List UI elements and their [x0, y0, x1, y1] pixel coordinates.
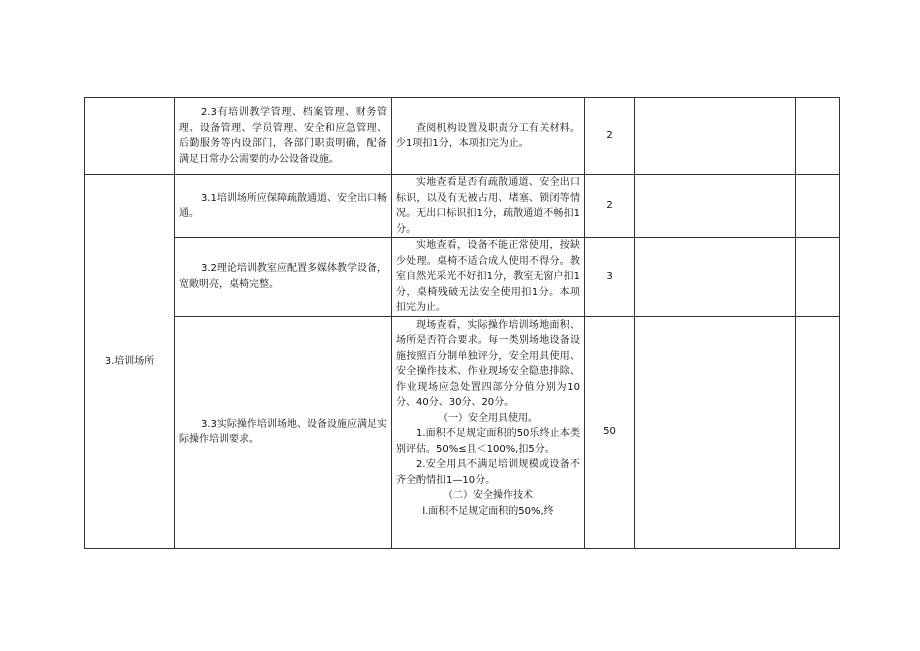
table-row: [85, 316, 840, 548]
table-row: [85, 175, 840, 238]
method-cell: [392, 175, 585, 238]
category-cell-empty: [85, 98, 175, 175]
standard-cell: 3.2理论培训教室应配置多媒体教学设备，宽敞明亮，桌椅完整。: [175, 238, 392, 317]
method-cell: [392, 316, 585, 548]
method-text: 查阅机构设置及职责分工有关材料。少1项扣1分，本项扣完为止。: [396, 122, 580, 149]
empty-cell: [635, 175, 796, 238]
score-cell: 2: [585, 98, 635, 175]
method-line: 2.安全用具不满足培训规模或设备不齐全酌情扣1—10分。: [396, 459, 580, 486]
empty-cell: [796, 238, 840, 317]
empty-cell: [796, 316, 840, 548]
empty-cell: [796, 175, 840, 238]
score-cell: 50: [585, 316, 635, 548]
standard-cell: 3.3实际操作培训场地、设备设施应满足实际操作培训要求。: [175, 316, 392, 548]
category-cell: 3.培训场所: [85, 175, 175, 549]
method-line: （二）安全操作技术: [443, 490, 533, 501]
method-line: （一）安全用具使用。: [438, 412, 538, 424]
method-cell: [392, 98, 585, 175]
standard-cell: 3.1培训场所应保障疏散通道、安全出口畅通。: [175, 175, 392, 238]
method-cell: [392, 238, 585, 317]
table-row: [85, 238, 840, 317]
method-text: 实地查看，设备不能正常使用，按缺少处理。桌椅不适合成人使用不得分。教室自然光采光不好扣1分，教室无窗户扣1分，桌椅残破无法安全使用扣1分。本项扣完为止。: [396, 240, 580, 313]
method-line: 1.面积不足规定面积的50乐终止本类别评估。50%≤且＜100%,扣5分。: [396, 428, 580, 455]
evaluation-table: [84, 97, 840, 549]
empty-cell: [635, 238, 796, 317]
empty-cell: [635, 98, 796, 175]
score-cell: 3: [585, 238, 635, 317]
standard-cell: 2.3有培训教学管理、档案管理、财务管理、设备管理、学员管理、安全和应急管理、后勤服务等内设部门，各部门职责明确，配备满足日常办公需要的办公设备设施。: [175, 98, 392, 175]
table-row: [85, 98, 840, 175]
empty-cell: [796, 98, 840, 175]
method-line: 现场查看，实际操作培训场地面积、场所是否符合要求。每一类别场地设备设施按照百分制单独评分，安全用具使用、安全操作技术、作业现场安全隐患排除、作业现场应急处置四部分分值分别为10分、40分、30分、20分。: [396, 319, 580, 408]
method-line: l.面积不足规定面积的50%,终: [422, 505, 554, 517]
score-cell: 2: [585, 175, 635, 238]
empty-cell: [635, 316, 796, 548]
method-text: 实地查看是否有疏散通道、安全出口标识，以及有无被占用、堵塞、锁闭等情况。无出口标识扣1分，疏散通道不畅扣1分。: [396, 177, 580, 235]
